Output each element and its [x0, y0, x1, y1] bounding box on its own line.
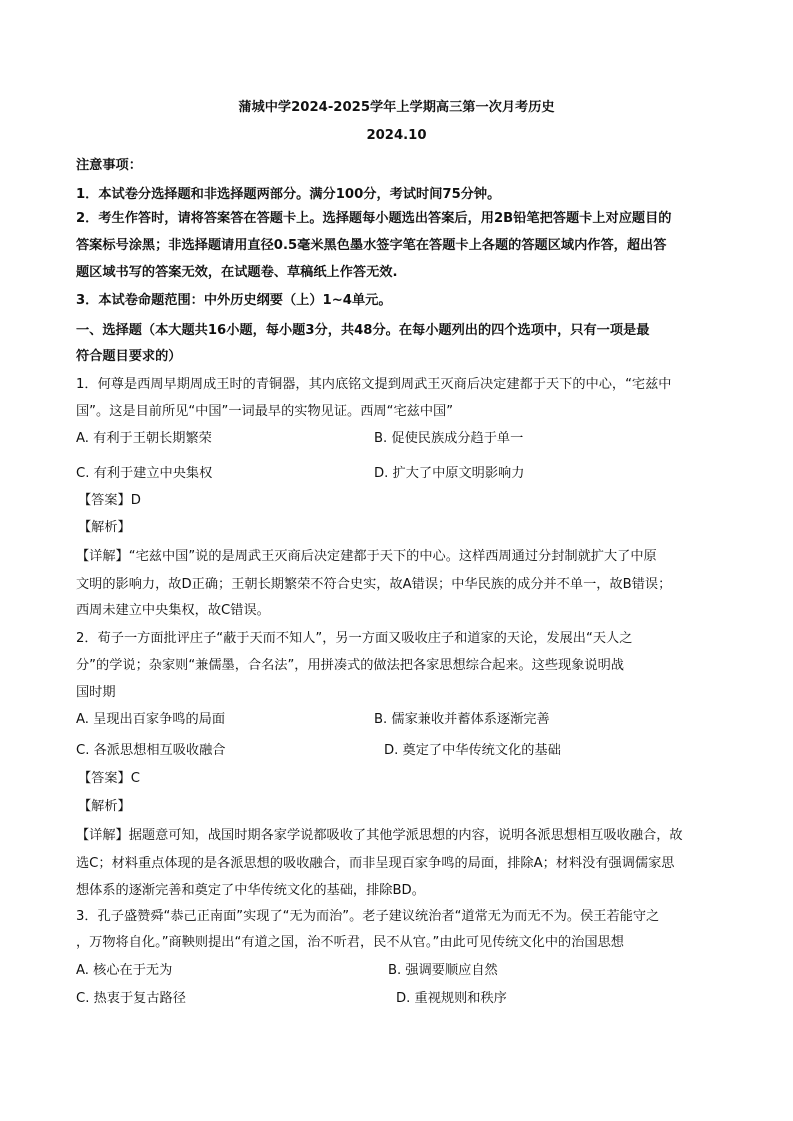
q1-answer: 【答案】D	[78, 493, 141, 508]
q1-option-c: C. 有利于建立中央集权	[76, 466, 213, 481]
q2-option-c: C. 各派思想相互吸收融合	[76, 743, 226, 758]
notice-heading: 注意事项：	[76, 158, 142, 173]
q2-option-a: A. 呈现出百家争鸣的局面	[76, 712, 226, 727]
q3-option-d: D. 重视规则和秩序	[396, 991, 507, 1006]
q3-option-b: B. 强调要顺应自然	[388, 963, 498, 978]
q1-detail-line-1: 【详解】“宅兹中国”说的是周武王灭商后决定建都于天下的中心。这样西周通过分封制就扩大了中原	[76, 549, 657, 564]
q1-detail-line-2: 文明的影响力，故D正确；王朝长期繁荣不符合史实，故A错误；中华民族的成分并不单一，故B错误；	[76, 577, 672, 592]
q1-detail-line-3: 西周未建立中央集权，故C错误。	[76, 603, 270, 618]
q2-detail-line-1: 【详解】据题意可知，战国时期各家学说都吸收了其他学派思想的内容，说明各派思想相互吸收融合，故	[76, 828, 683, 843]
q2-stem-line-3: 国时期	[76, 685, 116, 700]
q2-answer: 【答案】C	[78, 771, 140, 786]
notice-item-1: 1．本试卷分选择题和非选择题两部分。满分100分，考试时间75分钟。	[76, 187, 501, 202]
q2-option-d: D. 奠定了中华传统文化的基础	[384, 743, 561, 758]
q2-stem-line-1: 2．荀子一方面批评庄子“蔽于天而不知人”，另一方面又吸收庄子和道家的天论，发展出“天人之	[76, 631, 633, 646]
q3-option-c: C. 热衷于复古路径	[76, 991, 186, 1006]
q3-stem-line-2: ，万物将自化。”商鞅则提出“有道之国，治不听君，民不从官。”由此可见传统文化中的治国思想	[76, 935, 624, 950]
notice-item-3: 3．本试卷命题范围：中外历史纲要（上）1~4单元。	[76, 293, 392, 308]
q1-option-b: B. 促使民族成分趋于单一	[374, 431, 524, 446]
q1-analysis-label: 【解析】	[78, 520, 131, 535]
q2-detail-line-3: 想体系的逐渐完善和奠定了中华传统文化的基础，排除BD。	[76, 883, 425, 898]
q3-option-a: A. 核心在于无为	[76, 963, 173, 978]
notice-item-2-cont2: 题区域书写的答案无效，在试题卷、草稿纸上作答无效.	[76, 265, 398, 280]
q1-stem-line-2: 国”。这是目前所见“中国”一词最早的实物见证。西周“宅兹中国”	[76, 404, 454, 419]
exam-title: 蒲城中学2024-2025学年上学期高三第一次月考历史	[238, 100, 555, 115]
q1-option-d: D. 扩大了中原文明影响力	[374, 466, 525, 481]
q2-analysis-label: 【解析】	[78, 799, 131, 814]
q1-stem-line-1: 1．何尊是西周早期周成王时的青铜器，其内底铭文提到周武王灭商后决定建都于天下的中心，“宅兹中	[76, 377, 672, 392]
q3-stem-line-1: 3．孔子盛赞舜“恭己正南面”实现了“无为而治”。老子建议统治者“道常无为而无不为。侯王若能守之	[76, 909, 660, 924]
notice-item-2-cont: 答案标号涂黑；非选择题请用直径0.5毫米黑色墨水签字笔在答题卡上各题的答题区域内作答，超出答	[76, 238, 667, 253]
section-heading: 一、选择题（本大题共16小题，每小题3分，共48分。在每小题列出的四个选项中，只有一项是最	[76, 323, 650, 338]
exam-date: 2024.10	[366, 128, 427, 143]
notice-item-2: 2．考生作答时，请将答案答在答题卡上。选择题每小题选出答案后，用2B铅笔把答题卡上对应题目的	[76, 211, 672, 226]
q2-option-b: B. 儒家兼收并蓄体系逐渐完善	[374, 712, 550, 727]
section-heading-cont: 符合题目要求的）	[76, 349, 182, 364]
q1-option-a: A. 有利于王朝长期繁荣	[76, 431, 212, 446]
q2-detail-line-2: 选C；材料重点体现的是各派思想的吸收融合，而非呈现百家争鸣的局面，排除A；材料没有强调儒家思	[76, 856, 675, 871]
q2-stem-line-2: 分”的学说；杂家则“兼儒墨，合名法”，用拼凑式的做法把各家思想综合起来。这些现象说明战	[76, 658, 624, 673]
